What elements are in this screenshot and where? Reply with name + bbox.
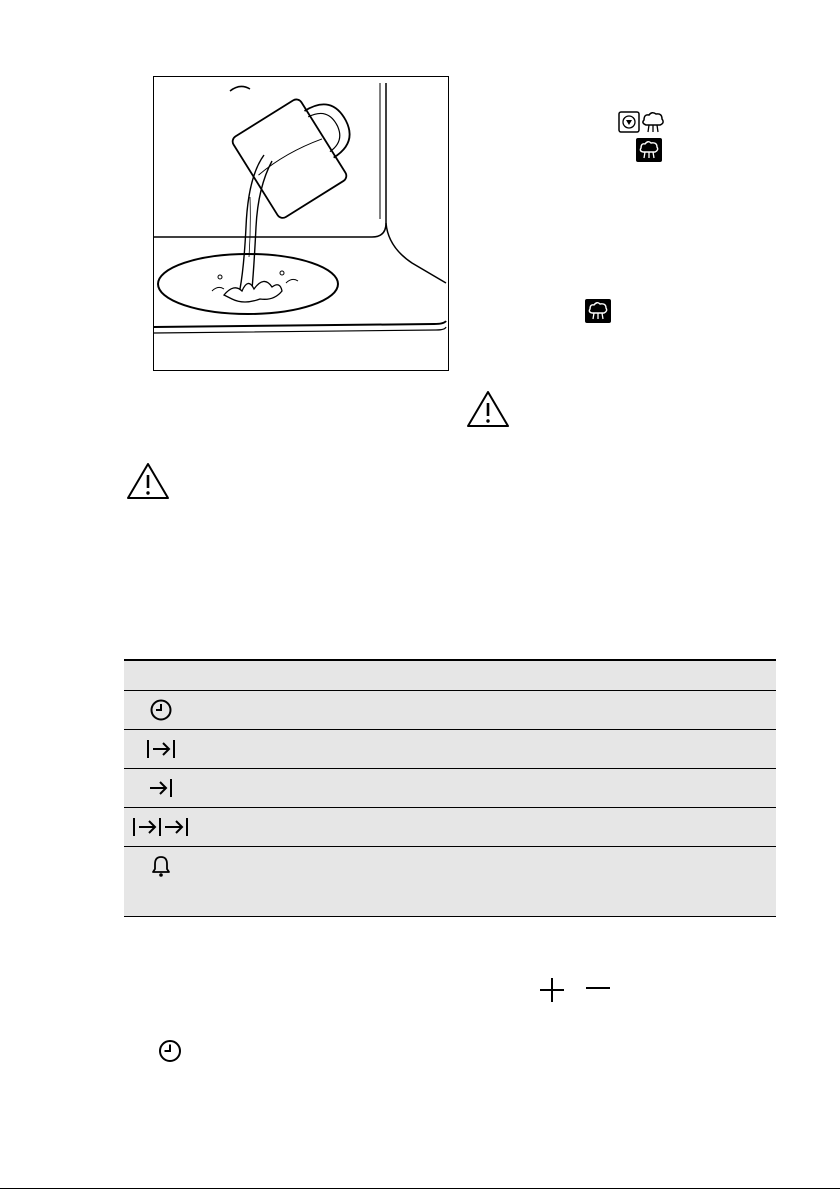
- fan-steam-icon-group: [618, 110, 666, 134]
- table-row: [124, 691, 776, 730]
- clock-icon: [157, 1038, 183, 1064]
- steam-icon: [636, 138, 662, 162]
- water-pouring-illustration: [153, 76, 449, 371]
- bell-icon: [124, 853, 198, 879]
- steam-icon: [585, 299, 611, 323]
- table-row: [124, 808, 776, 847]
- fan-steam-icon: [618, 110, 666, 134]
- plus-minus-controls: [534, 974, 624, 1004]
- warning-triangle-icon: [466, 390, 510, 428]
- duration-icon: [124, 736, 198, 762]
- end-time-icon: [124, 775, 198, 801]
- page-bottom-rule: [0, 1188, 840, 1189]
- clock-functions-table: [124, 659, 776, 917]
- table-row: [124, 769, 776, 808]
- table-row: [124, 730, 776, 769]
- water-pouring-into-cavity-illustration: [154, 77, 447, 369]
- plus-icon: [540, 978, 564, 1002]
- clock-icon: [124, 697, 198, 723]
- time-delay-icon: [124, 814, 198, 840]
- table-row: [124, 847, 776, 917]
- warning-triangle-icon: [126, 462, 170, 500]
- table-header: [124, 659, 776, 691]
